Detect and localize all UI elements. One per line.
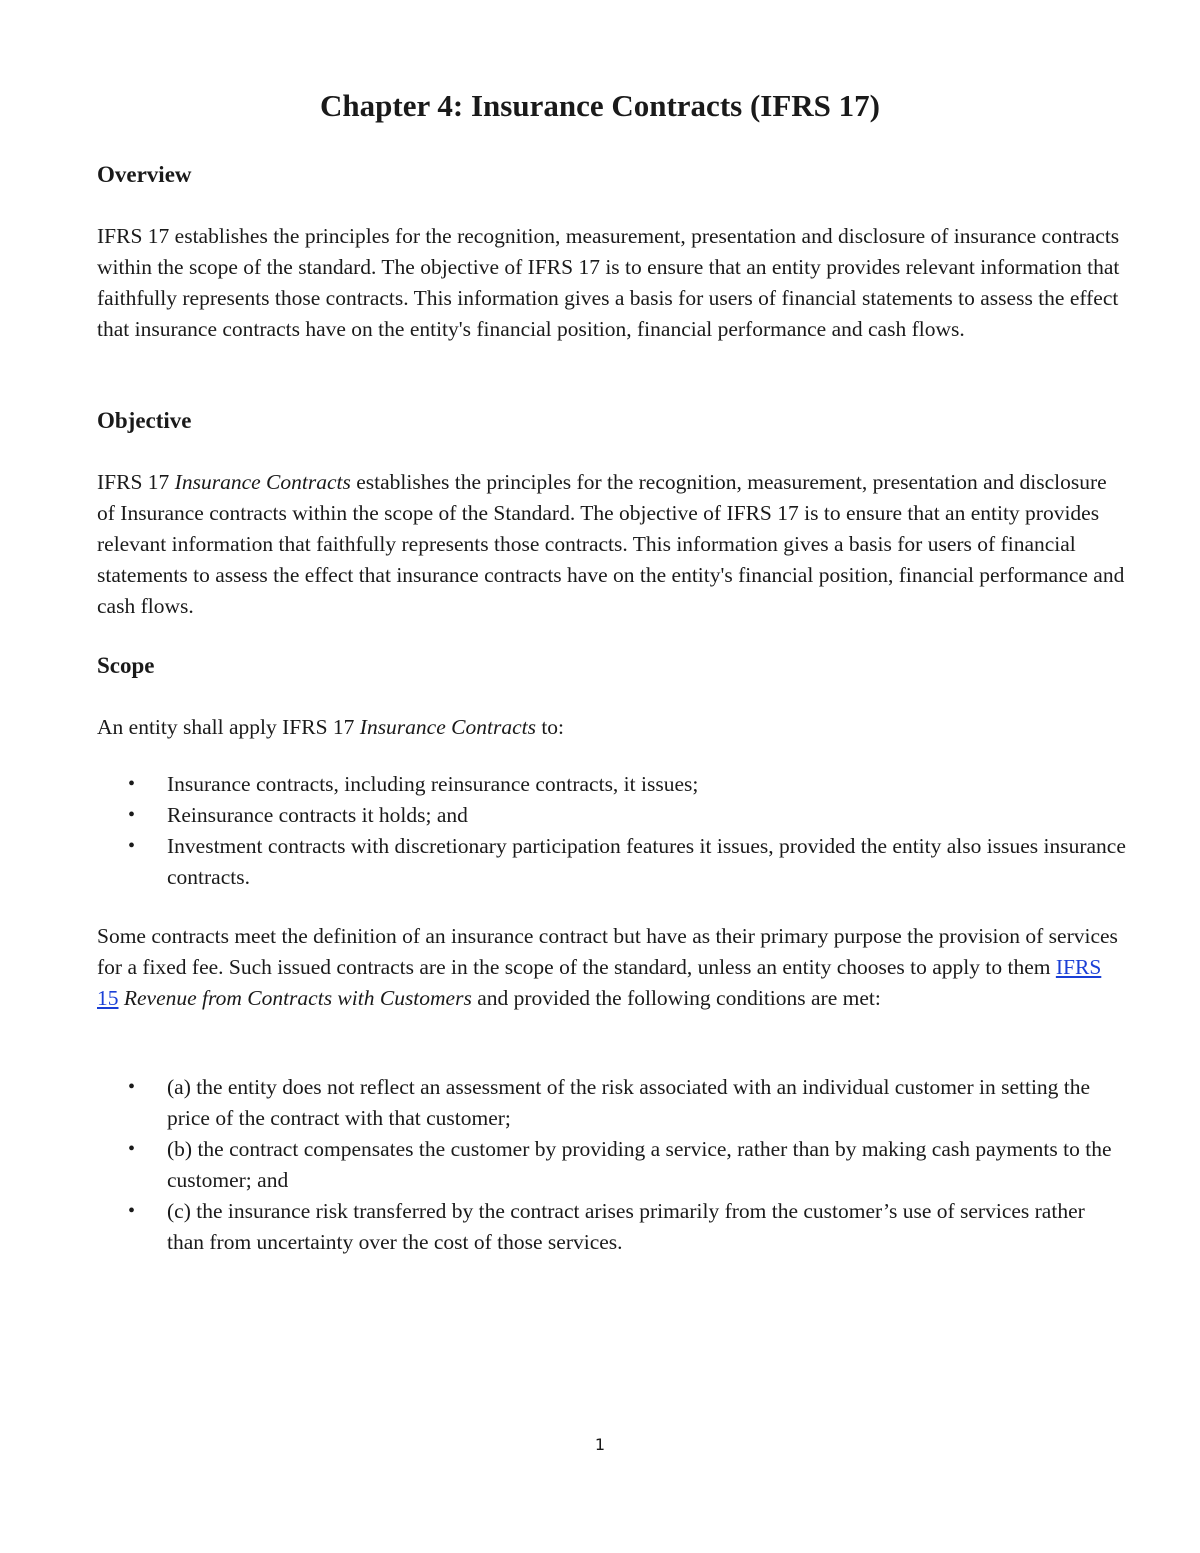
list-item-text: Investment contracts with discretionary participation features it issues, provided the entity also issues insurance contracts. [167,834,1126,889]
objective-text-end: establishes the principles for the recognition, measurement, presentation and disclosure of Insurance contracts within the scope of the Standard. The objective of IFRS 17 is to ensure that an entity provides relevant information that faithfully represents those contracts. This information gives a basis for users of financial statements to assess the effect that insurance contracts have on the entity's financial position, financial performance and cash flows. [97,470,1125,618]
objective-heading: Objective [97,408,192,433]
list-item [97,831,1127,893]
list-item [97,800,1127,831]
overview-heading: Overview [97,162,192,187]
scope-intro-end: to: [535,715,565,739]
scope-para-italic: Revenue from Contracts with Customers [118,986,472,1010]
scope-para-end: and provided the following conditions are met: [471,986,881,1010]
scope-heading: Scope [97,653,155,678]
scope-intro-italic: Insurance Contracts [359,715,536,739]
bullet-icon: • [128,773,136,795]
bullet-icon: • [128,1138,136,1160]
scope-conditions-paragraph [97,921,1127,1014]
overview-paragraph: IFRS 17 establishes the principles for the recognition, measurement, presentation and disclosure of insurance contracts within the scope of the standard. The objective of IFRS 17 is to ensure that an entity provides relevant information that faithfully represents those contracts. This information gives a basis for users of financial statements to assess the effect that insurance contracts have on the entity's financial position, financial performance and cash flows. [97,224,1120,341]
list-item-text: (a) the entity does not reflect an assessment of the risk associated with an individual customer in setting the price of the contract with that customer; [167,1075,1091,1130]
list-item-text: Reinsurance contracts it holds; and [167,803,468,827]
bullet-icon: • [128,835,136,857]
page-number: 1 [594,1435,606,1454]
conditions-bullet-list [97,1072,1127,1258]
list-item [97,769,1127,800]
objective-text-italic: Insurance Contracts [174,470,351,494]
page-title: Chapter 4: Insurance Contracts (IFRS 17) [320,88,880,123]
objective-paragraph [97,467,1127,622]
scope-intro [97,712,1127,743]
bullet-icon: • [128,804,136,826]
list-item [97,1196,1127,1258]
scope-para-start: Some contracts meet the definition of an insurance contract but have as their primary purpose the provision of services for a fixed fee. Such issued contracts are in the scope of the standard, unless an entity chooses to apply to them [97,924,1118,979]
scope-bullet-list [97,769,1127,893]
bullet-icon: • [128,1200,136,1222]
list-item [97,1134,1127,1196]
bullet-icon: • [128,1076,136,1098]
list-item-text: Insurance contracts, including reinsurance contracts, it issues; [167,772,699,796]
list-item [97,1072,1127,1134]
list-item-text: (c) the insurance risk transferred by the contract arises primarily from the customer’s use of services rather than from uncertainty over the cost of those services. [167,1199,1085,1254]
ifrs-15-link[interactable]: IFRS 15 [97,955,1102,1010]
objective-text-start: IFRS 17 [97,470,175,494]
scope-intro-start: An entity shall apply IFRS 17 [97,715,360,739]
list-item-text: (b) the contract compensates the customer by providing a service, rather than by making cash payments to the customer; and [167,1137,1112,1192]
